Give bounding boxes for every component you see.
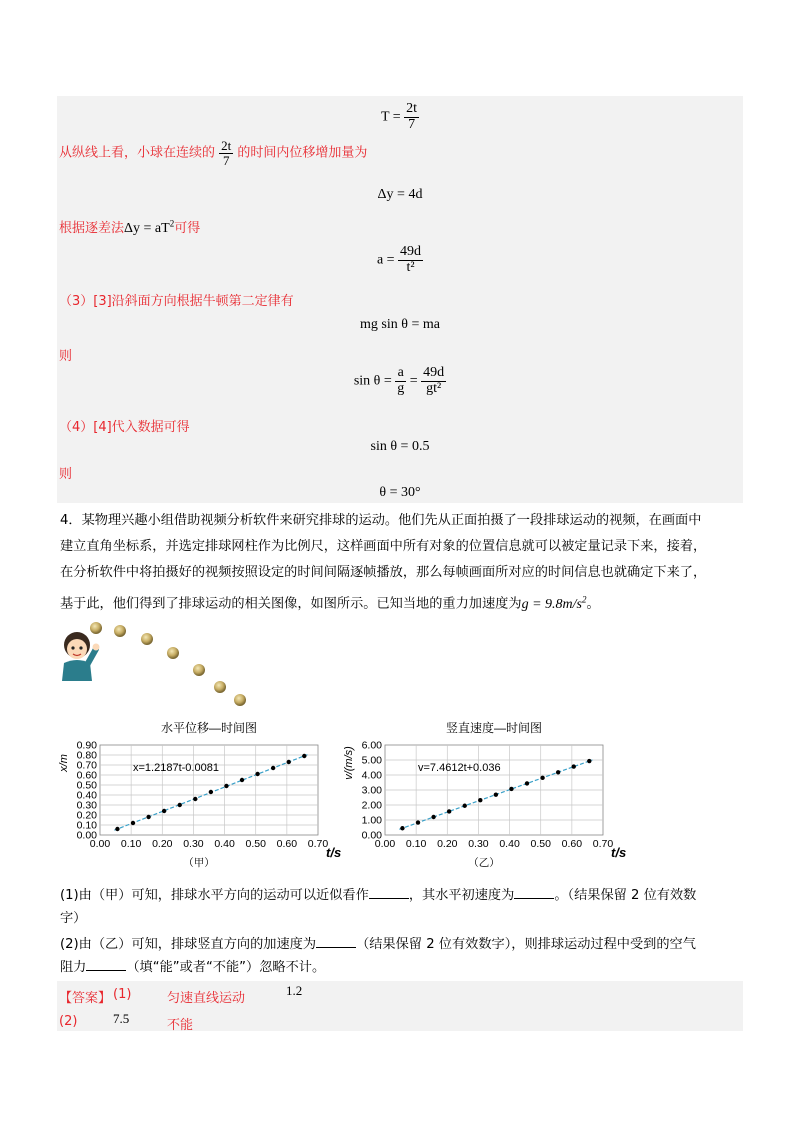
ball-3	[141, 633, 153, 645]
data-point	[287, 760, 291, 764]
data-point	[162, 809, 166, 813]
x-tick-label: 0.50	[530, 838, 551, 850]
x-tick-label: 0.20	[437, 838, 458, 850]
equation-sin-value: sin θ = 0.5	[370, 439, 430, 454]
x-tick-label: 0.40	[214, 838, 235, 850]
data-point	[240, 778, 244, 782]
solution-line-3: （3）[3]沿斜面方向根据牛顿第二定律有	[59, 294, 294, 309]
y-tick-label: 1.00	[361, 814, 382, 827]
y-axis-label: x/m	[58, 754, 70, 772]
y-tick-label: 0.50	[76, 779, 97, 792]
ball-7	[234, 694, 246, 706]
data-point	[572, 764, 576, 768]
data-point	[271, 766, 275, 770]
subquestion-1: (1)由（甲）可知，排球水平方向的运动可以近似看作 ，其水平初速度为 。（结果保留 2 位有效数	[60, 888, 697, 903]
blank-2-2[interactable]	[86, 958, 126, 971]
answer-part-1-label: (1)	[113, 987, 132, 1002]
data-point	[302, 754, 306, 758]
x-tick-label: 0.30	[183, 838, 204, 850]
person-figure	[62, 632, 100, 681]
equation-delta-y: Δy = 4d	[377, 187, 423, 202]
y-tick-label: 2.00	[361, 799, 382, 812]
x-tick-label: 0.70	[307, 838, 329, 850]
data-point	[115, 827, 119, 831]
x-tick-label: 0.20	[152, 838, 173, 850]
y-tick-label: 0.00	[361, 829, 382, 842]
y-axis-label: v/(m/s)	[343, 746, 355, 780]
data-point	[556, 770, 560, 774]
data-point	[178, 803, 182, 807]
answer-box	[57, 981, 743, 1031]
y-tick-label: 0.70	[76, 759, 97, 772]
answer-1-motion: 匀速直线运动	[167, 991, 246, 1006]
data-point	[478, 798, 482, 802]
answer-1-velocity: 1.2	[286, 983, 303, 998]
ball-4	[167, 647, 179, 659]
solution-line-5: （4）[4]代入数据可得	[59, 420, 190, 435]
question-line-3: 在分析软件中将拍摄好的视频按照设定的时间间隔逐帧播放，那么每帧画面所对应的时间信息也就确定下来了，	[60, 565, 707, 580]
solution-line-1: 从纵线上看，小球在连续的 $\frac{2t}{7}$ 的时间内位移增加量为	[59, 138, 368, 168]
x-tick-label: 0.60	[561, 838, 583, 850]
data-point	[131, 821, 135, 825]
x-tick-label: 0.50	[245, 838, 266, 850]
equation-acceleration: a = $\frac{49d}{\text{t²}}$	[376, 244, 422, 275]
data-point	[447, 809, 451, 813]
chart-caption: （甲）	[183, 857, 215, 869]
x-tick-label: 0.40	[499, 838, 520, 850]
subquestion-1-cont: 字）	[60, 911, 87, 926]
data-point	[400, 826, 404, 830]
y-tick-label: 5.00	[361, 754, 382, 767]
subquestion-2: (2)由（乙）可知，排球竖直方向的加速度为 （结果保留 2 位有效数字），则排球运动过程中受到的空气	[60, 937, 696, 952]
y-tick-label: 0.20	[76, 809, 97, 822]
data-point	[146, 815, 150, 819]
data-point	[224, 784, 228, 788]
data-point	[209, 790, 213, 794]
solution-line-4: 则	[59, 349, 73, 364]
y-tick-label: 4.00	[361, 769, 382, 782]
chart-horizontal-displacement	[55, 715, 345, 875]
y-tick-label: 0.00	[76, 829, 97, 842]
y-tick-label: 3.00	[361, 784, 382, 797]
x-tick-label: 0.60	[276, 838, 298, 850]
data-point	[463, 804, 467, 808]
data-point	[587, 759, 591, 763]
equation-theta: θ = 30°	[379, 485, 421, 500]
blank-1-2[interactable]	[514, 886, 554, 899]
x-tick-label: 0.00	[89, 838, 111, 850]
solution-box	[57, 96, 743, 503]
x-tick-label: 0.00	[374, 838, 396, 850]
ball-trajectory	[90, 622, 246, 706]
solution-line-6: 则	[59, 467, 73, 482]
x-axis-label: t/s	[326, 845, 342, 860]
data-point	[431, 815, 435, 819]
data-point	[494, 792, 498, 796]
y-tick-label: 0.10	[76, 819, 97, 832]
y-tick-label: 6.00	[361, 739, 382, 752]
ball-1	[90, 622, 102, 634]
y-tick-label: 0.80	[76, 749, 97, 762]
data-point	[540, 776, 544, 780]
answer-2-acceleration: 7.5	[113, 1011, 130, 1026]
data-point	[416, 820, 420, 824]
data-point	[255, 772, 259, 776]
chart-title: 水平位移—时间图	[160, 721, 258, 735]
chart-caption: （乙）	[468, 857, 500, 869]
x-tick-label: 0.10	[120, 838, 142, 850]
equation-period: T = $\frac{2t}{7}$	[380, 101, 418, 132]
fit-equation-label: x=1.2187t-0.0081	[133, 762, 219, 774]
solution-line-2: 根据逐差法$\Delta y = aT^2$可得	[59, 218, 201, 236]
question-line-1: 4．某物理兴趣小组借助视频分析软件来研究排球的运动。他们先从正面拍摄了一段排球运动的视频，在画面中	[60, 513, 702, 528]
question-line-4: 基于此，他们得到了排球运动的相关图像，如图所示。已知当地的重力加速度为$g = 9.8m/s^2$。	[60, 594, 600, 612]
answer-part-2-label: (2)	[59, 1014, 78, 1029]
equation-newton: mg sin θ = ma	[360, 317, 440, 332]
chart-title: 竖直速度—时间图	[445, 721, 543, 735]
data-point	[509, 787, 513, 791]
fit-equation-label: v=7.4612t+0.036	[418, 762, 501, 774]
data-point	[193, 797, 197, 801]
equation-sin-theta: sin θ = $\frac{a}{g}$ = $\frac{49d}{\text{gt²}}$	[353, 365, 445, 396]
y-tick-label: 0.30	[76, 799, 97, 812]
y-tick-label: 0.90	[76, 739, 97, 752]
y-tick-label: 0.40	[76, 789, 97, 802]
y-tick-label: 0.60	[76, 769, 97, 782]
x-tick-label: 0.10	[405, 838, 427, 850]
x-tick-label: 0.30	[468, 838, 489, 850]
data-point	[525, 781, 529, 785]
x-tick-label: 0.70	[592, 838, 614, 850]
ball-6	[214, 681, 226, 693]
volleyball-illustration	[60, 615, 260, 710]
chart-vertical-velocity	[340, 715, 630, 875]
blank-1-1[interactable]	[369, 886, 409, 899]
blank-2-1[interactable]	[316, 935, 356, 948]
question-line-2: 建立直角坐标系，并选定排球网柱作为比例尺，这样画面中所有对象的位置信息就可以被定量记录下来，接着，	[60, 539, 707, 554]
x-axis-label: t/s	[611, 845, 627, 860]
answer-2-resistance: 不能	[167, 1018, 194, 1033]
answer-tag: 【答案】	[59, 991, 112, 1006]
ball-5	[193, 664, 205, 676]
ball-2	[114, 625, 126, 637]
subquestion-2-cont: 阻力 （填“能”或者“不能”）忽略不计。	[60, 960, 326, 975]
